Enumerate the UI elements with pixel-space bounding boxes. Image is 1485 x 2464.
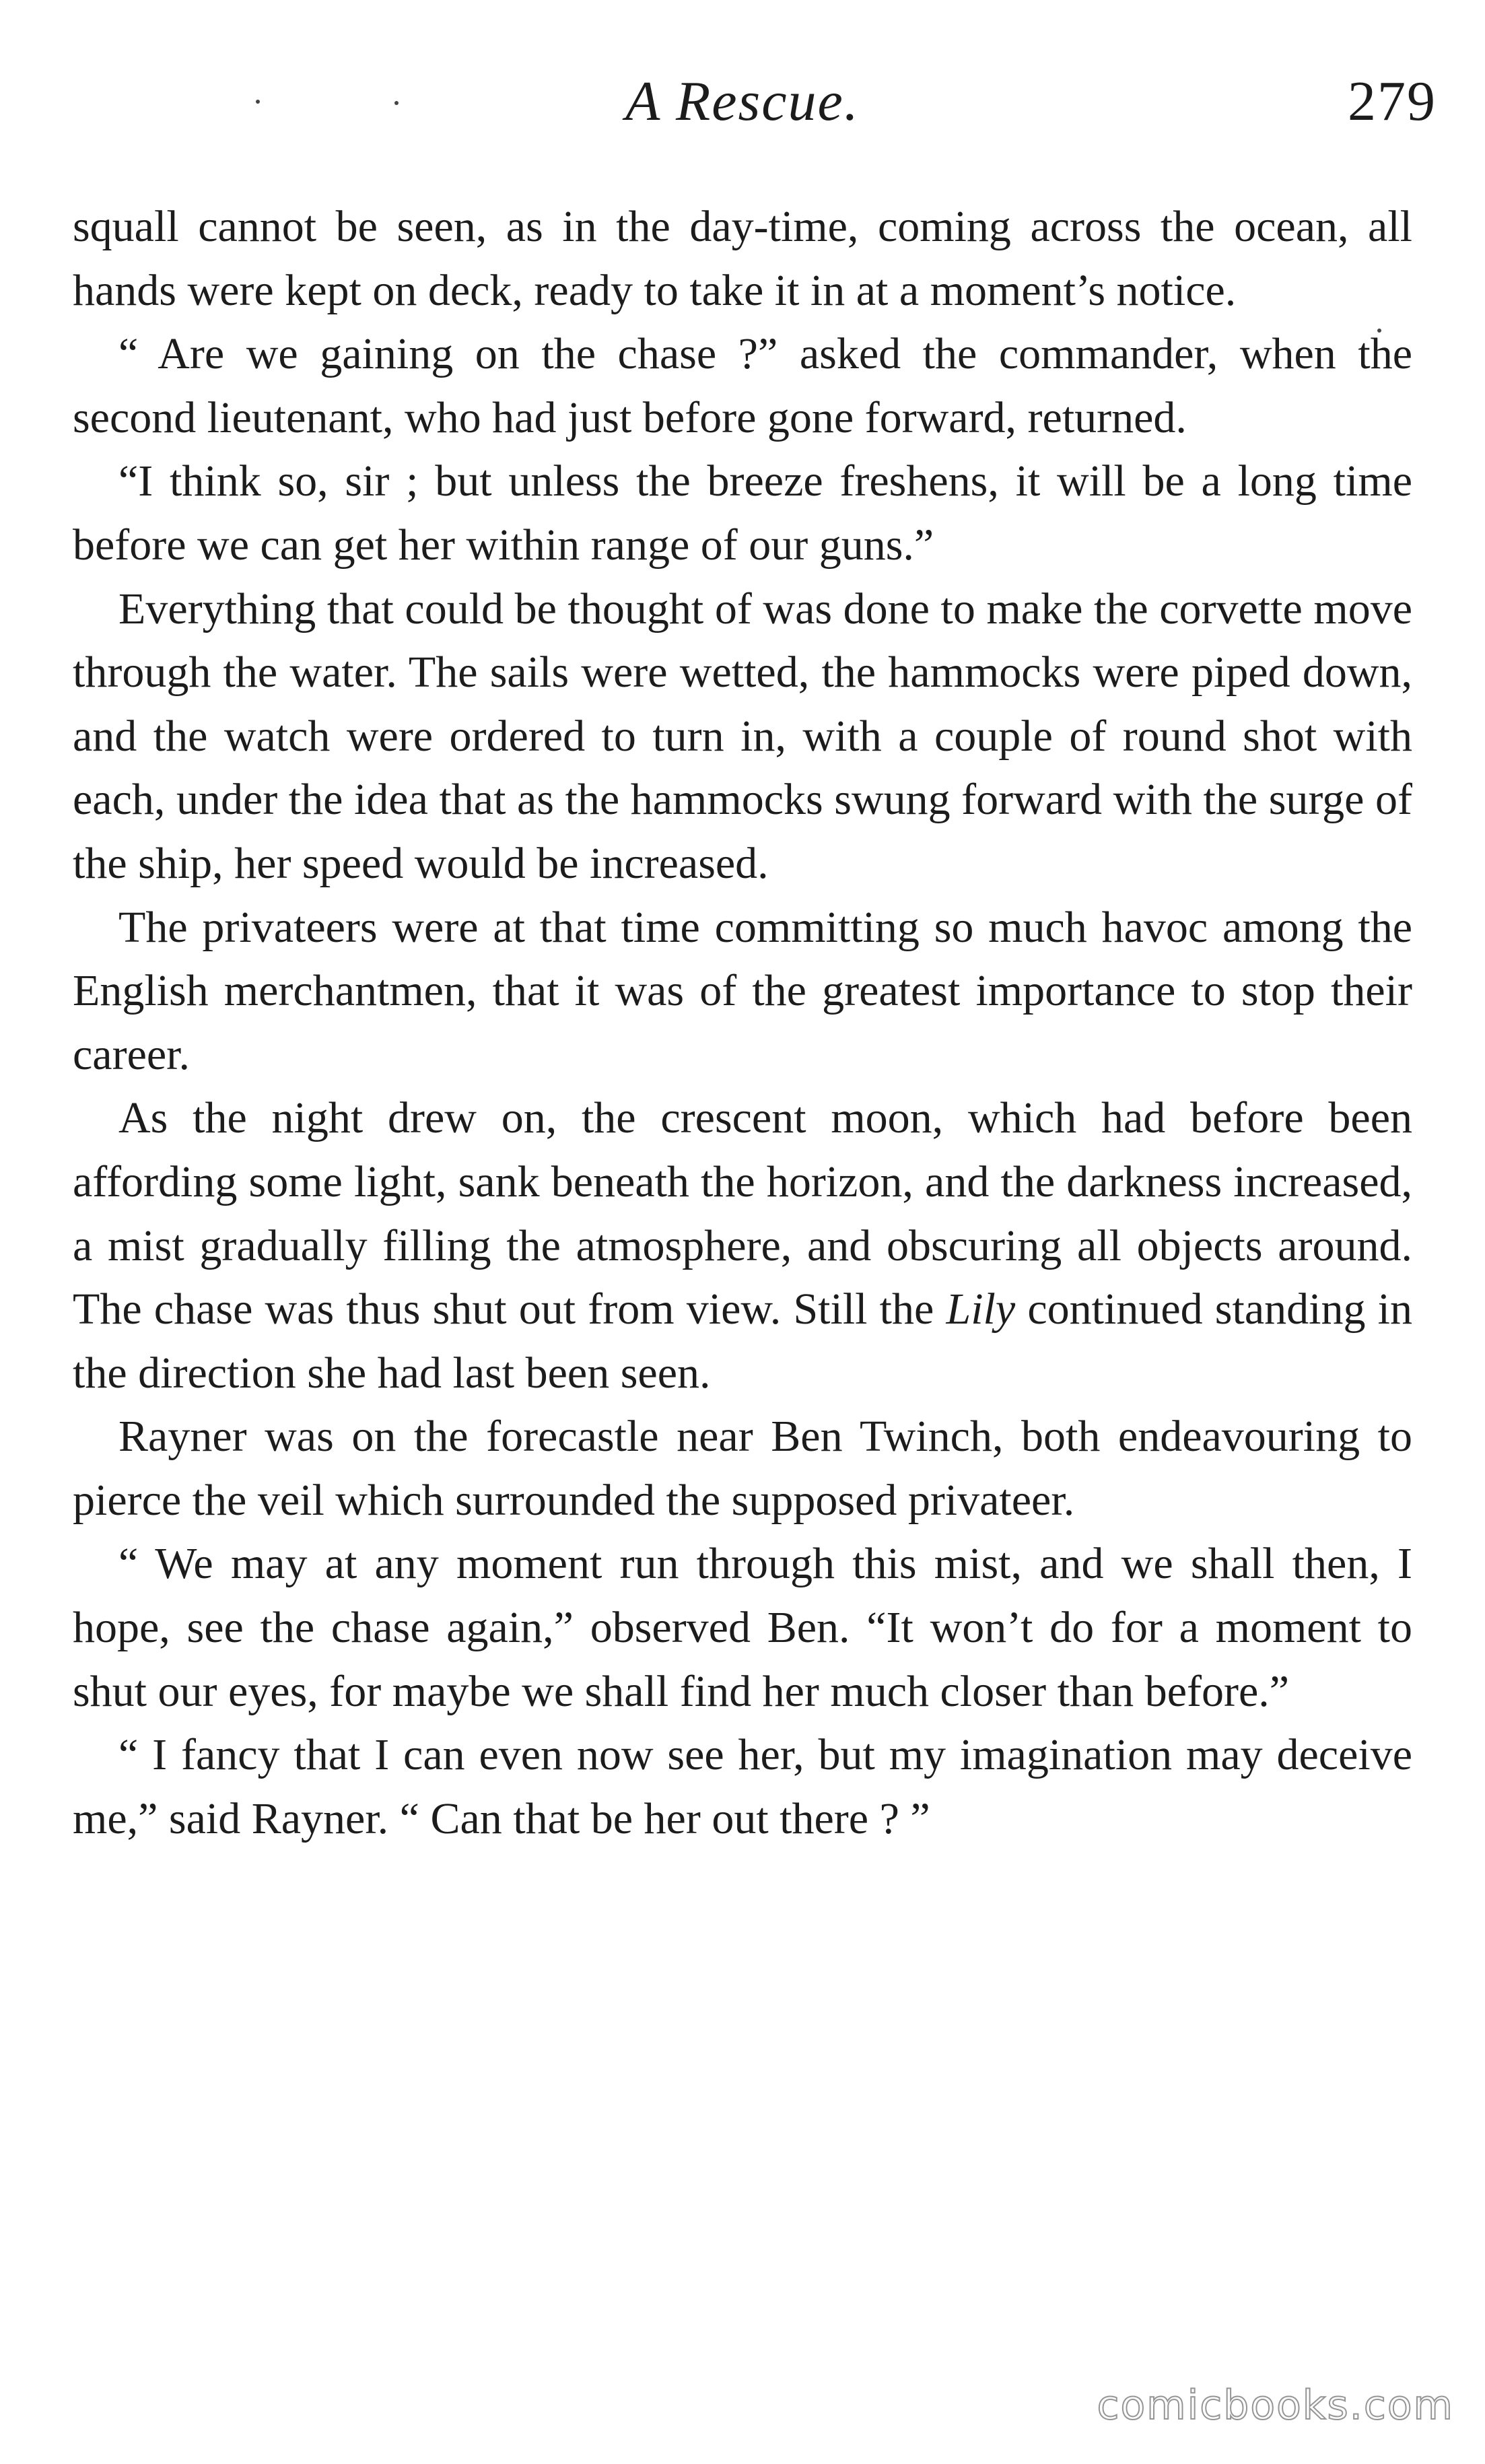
body-text xyxy=(73,195,1412,1851)
paragraph: “I think so, sir ; but unless the breeze freshens, it will be a long time before we can get her within range of our guns.” xyxy=(73,456,1412,570)
paragraph xyxy=(73,1087,1412,1405)
running-title: A Rescue. xyxy=(625,70,860,133)
paragraph-text: As the night drew on, the crescent moon, which had before been affording some light, sank beneath the horizon, and the darkness increased, a mist gradually filling the atmosphere, and obscuring all objects around. The chase was thus shut out from view. Still the xyxy=(73,1093,1412,1334)
page-number: 279 xyxy=(1348,70,1437,133)
ship-name: Lily xyxy=(946,1285,1016,1334)
paragraph: squall cannot be seen, as in the day-time, coming across the ocean, all hands were kept on deck, ready to take it in at a moment’s notice. xyxy=(73,202,1412,315)
print-speck xyxy=(394,101,399,105)
watermark: comicbooks.com xyxy=(1097,2382,1454,2429)
paragraph: The privateers were at that time committing so much havoc among the English merchantmen, that it was of the greatest importance to stop their career. xyxy=(73,902,1412,1079)
paragraph: “ We may at any moment run through this mist, and we shall then, I hope, see the chase again,” observed Ben. “It won’t do for a moment to shut our eyes, for maybe we shall find her much closer than before.” xyxy=(73,1539,1412,1716)
print-speck xyxy=(256,100,260,104)
paragraph: “ Are we gaining on the chase ?” asked the commander, when the second lieutenant, who had just before gone forward, returned. xyxy=(73,329,1412,442)
running-head xyxy=(0,65,1485,139)
paragraph: Everything that could be thought of was done to make the corvette move through the water. The sails were wetted, the hammocks were piped down, and the watch were ordered to turn in, with a couple of round shot with each, under the idea that as the hammocks swung forward with the surge of the ship, her speed would be increased. xyxy=(73,584,1412,888)
paragraph: Rayner was on the forecastle near Ben Twinch, both endeavouring to pierce the veil which surrounded the supposed privateer. xyxy=(73,1412,1412,1525)
paragraph-text: continued standing in the direction she had last been seen. xyxy=(73,1285,1412,1398)
paragraph: “ I fancy that I can even now see her, but my imagination may deceive me,” said Rayner. “ Can that be her out there ? ” xyxy=(73,1730,1412,1843)
